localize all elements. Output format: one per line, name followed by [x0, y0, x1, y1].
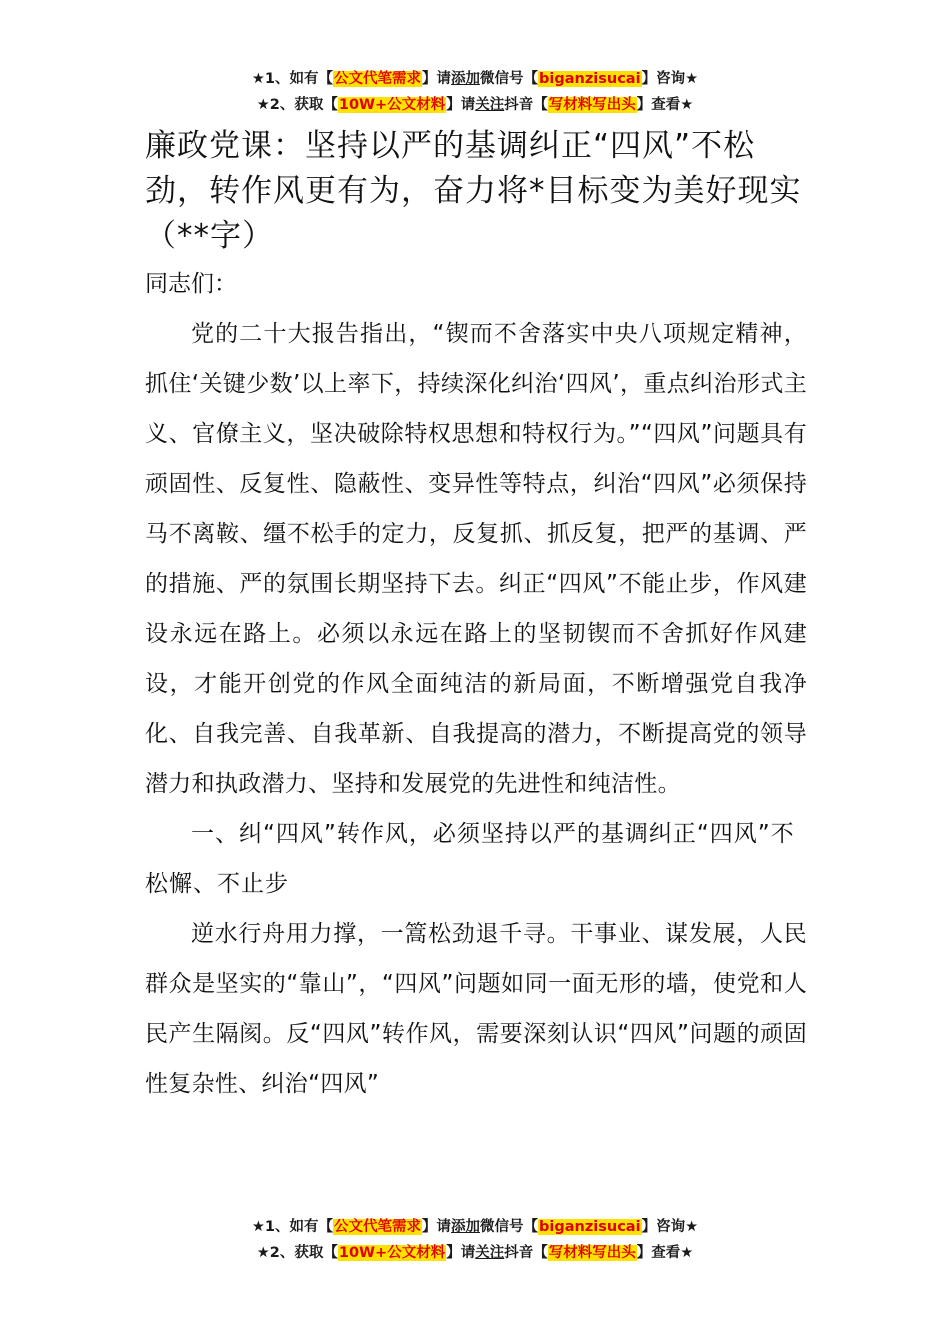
banner-line1-mid2: 微信号【 — [480, 71, 539, 87]
banner-line1-mid1: 】请 — [422, 71, 452, 87]
banner-line1-suffix-bottom: 】咨询★ — [641, 1219, 699, 1235]
banner-line-2-bottom — [0, 1240, 950, 1266]
banner-line-2 — [0, 92, 950, 118]
banner-line2-suffix-bottom: 】查看★ — [636, 1245, 694, 1261]
banner-line1-underlined-bottom: 添加 — [451, 1219, 481, 1235]
bottom-banner — [0, 1214, 950, 1266]
section-heading-1: 一、纠“四风”转作风，必须坚持以严的基调纠正“四风”不松懈、不止步 — [145, 821, 795, 897]
banner-line2-mid1: 】请 — [446, 97, 476, 113]
salutation: 同志们： — [145, 271, 237, 297]
banner-line2-mid2: 抖音【 — [504, 97, 548, 113]
banner-line2-highlight-materials: 10W+公文材料 — [338, 97, 446, 113]
banner-line2-highlight-douyin-bottom: 写材料写出头 — [548, 1245, 636, 1261]
banner-line1-highlight-service: 公文代笔需求 — [334, 71, 422, 87]
banner-line2-suffix: 】查看★ — [636, 97, 694, 113]
banner-line-1 — [0, 66, 950, 92]
banner-line1-prefix: ★1、如有【 — [251, 71, 334, 87]
banner-line2-mid2-bottom: 抖音【 — [504, 1245, 548, 1261]
paragraph-intro: 党的二十大报告指出，“锲而不舍落实中央八项规定精神，抓住‘关键少数’以上率下，持续深化纠治‘四风’，重点纠治形式主义、官僚主义，坚决破除特权思想和特权行为。”“四风”问题具有顽固性、反复性、隐蔽性、变异性等特点，纠治“四风”必须保持马不离鞍、缰不松手的定力，反复抓、抓反复，把严的基调、严的措施、严的氛围长期坚持下去。纠正“四风”不能止步，作风建设永远在路上。必须以永远在路上的坚韧锲而不舍抓好作风建设，才能开创党的作风全面纯洁的新局面，不断增强党自我净化、自我完善、自我革新、自我提高的潜力，不断提高党的领导潜力和执政潜力、坚持和发展党的先进性和纯洁性。 — [145, 321, 807, 797]
top-banner — [0, 66, 950, 118]
banner-line2-mid1-bottom: 】请 — [446, 1245, 476, 1261]
banner-line1-highlight-wechat: biganzisucai — [539, 71, 641, 87]
banner-line2-prefix: ★2、获取【 — [256, 97, 338, 113]
banner-line2-prefix-bottom: ★2、获取【 — [256, 1245, 338, 1261]
banner-line1-mid1-bottom: 】请 — [422, 1219, 452, 1235]
document-title: 廉政党课：坚持以严的基调纠正“四风”不松劲，转作风更有为，奋力将*目标变为美好现实（**字） — [145, 128, 802, 254]
banner-line-1-bottom — [0, 1214, 950, 1240]
banner-line2-highlight-materials-bottom: 10W+公文材料 — [338, 1245, 446, 1261]
banner-line1-highlight-wechat-bottom: biganzisucai — [539, 1219, 641, 1235]
banner-line1-suffix: 】咨询★ — [641, 71, 699, 87]
banner-line2-underlined-bottom: 关注 — [475, 1245, 505, 1261]
banner-line2-underlined: 关注 — [475, 97, 505, 113]
document-body — [145, 124, 807, 1109]
banner-line1-highlight-service-bottom: 公文代笔需求 — [334, 1219, 422, 1235]
paragraph-section-1: 逆水行舟用力撑，一篙松劲退千寻。干事业、谋发展，人民群众是坚实的“靠山”，“四风”问题如同一面无形的墙，使党和人民产生隔阂。反“四风”转作风，需要深刻认识“四风”问题的顽固性复杂性、纠治“四风” — [145, 921, 807, 1097]
banner-line1-mid2-bottom: 微信号【 — [480, 1219, 539, 1235]
banner-line1-underlined: 添加 — [451, 71, 481, 87]
banner-line1-prefix-bottom: ★1、如有【 — [251, 1219, 334, 1235]
banner-line2-highlight-douyin: 写材料写出头 — [548, 97, 636, 113]
